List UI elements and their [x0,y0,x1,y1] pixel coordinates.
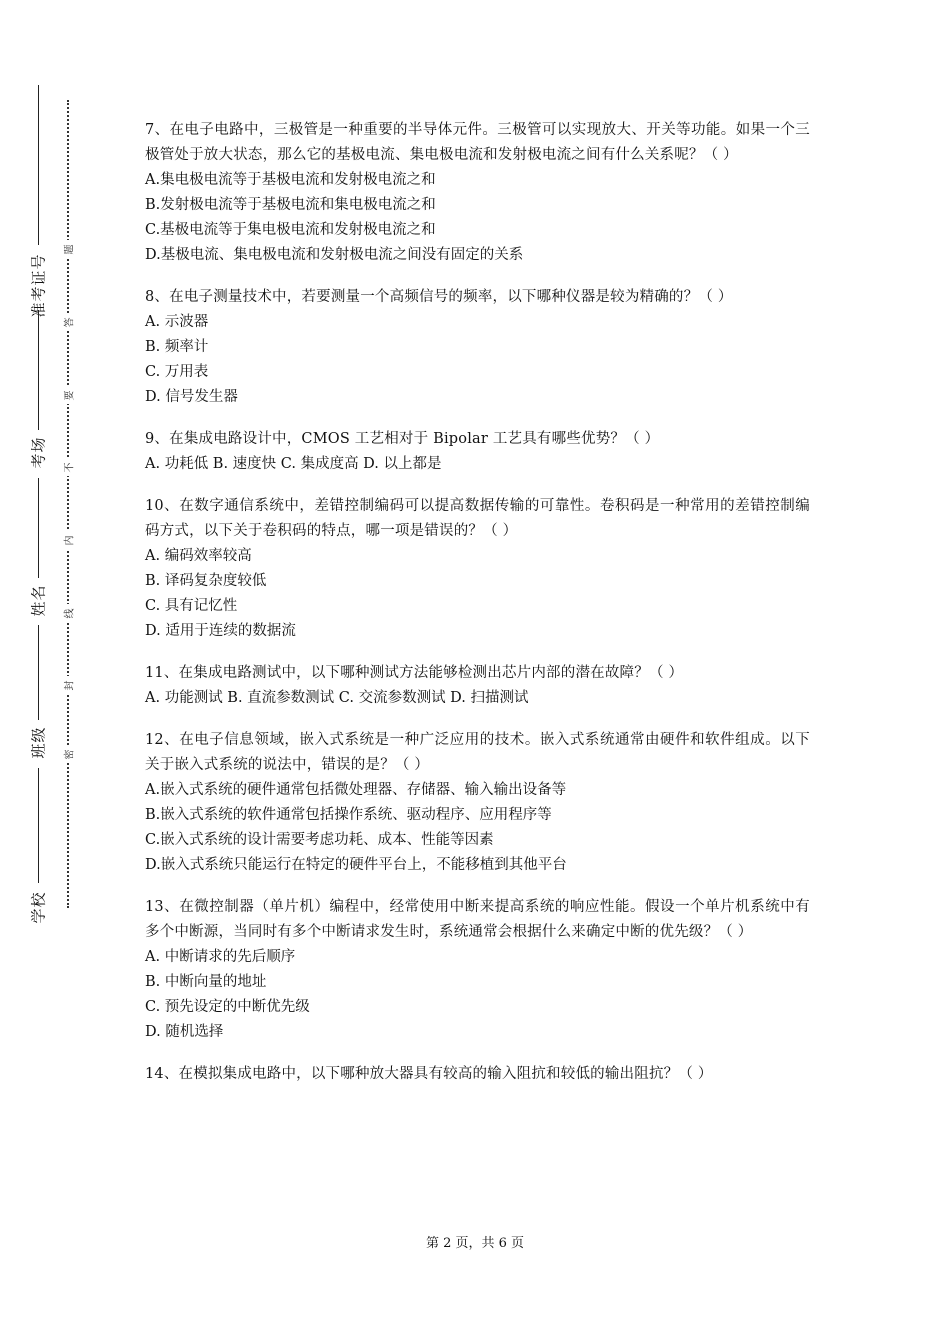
option-a: A. 示波器 [145,314,209,330]
option-line: A. 功耗低 B. 速度快 C. 集成度高 D. 以上都是 [145,456,442,472]
margin-line-4 [38,625,39,720]
question-12 [145,728,810,878]
option-b: B. 译码复杂度较低 [145,573,267,589]
question-stem: 12、在电子信息领域，嵌入式系统是一种广泛应用的技术。嵌入式系统通常由硬件和软件组成。以下关于嵌入式系统的说法中，错误的是？（ ） [145,732,810,773]
question-13 [145,895,810,1045]
page-footer [0,1232,950,1251]
option-a: A.嵌入式系统的硬件通常包括微处理器、存储器、输入输出设备等 [145,782,567,798]
question-14 [145,1062,810,1087]
question-9 [145,427,810,477]
margin-field-class: 班级 [29,725,48,759]
option-b: B.发射极电流等于基极电流和集电极电流之和 [145,197,436,213]
page-number: 第 2 页，共 6 页 [425,1236,525,1251]
question-stem: 9、在集成电路设计中，CMOS 工艺相对于 Bipolar 工艺具有哪些优势？（ ） [145,431,660,447]
option-a: A. 编码效率较高 [145,548,252,564]
seal-char: 线 [59,604,77,622]
option-b: B.嵌入式系统的软件通常包括操作系统、驱动程序、应用程序等 [145,807,552,823]
question-stem: 8、在电子测量技术中，若要测量一个高频信号的频率，以下哪种仪器是较为精确的？（ ） [145,289,733,305]
question-11 [145,661,810,711]
option-a: A. 中断请求的先后顺序 [145,949,296,965]
option-b: B. 中断向量的地址 [145,974,267,990]
question-stem: 13、在微控制器（单片机）编程中，经常使用中断来提高系统的响应性能。假设一个单片机系统中有多个中断源，当同时有多个中断请求发生时，系统通常会根据什么来确定中断的优先级？（ ） [145,899,810,940]
seal-char: 密 [59,745,77,763]
question-10 [145,494,810,644]
question-stem: 10、在数字通信系统中，差错控制编码可以提高数据传输的可靠性。卷积码是一种常用的差错控制编码方式，以下关于卷积码的特点，哪一项是错误的？（ ） [145,498,810,539]
seal-char: 答 [59,313,77,331]
seal-char: 封 [59,676,77,694]
margin-line-1 [38,85,39,245]
option-c: C.基极电流等于集电极电流和发射极电流之和 [145,222,436,238]
margin-field-school: 学校 [29,890,48,924]
option-a: A.集电极电流等于基极电流和发射极电流之和 [145,172,436,188]
option-c: C. 预先设定的中断优先级 [145,999,310,1015]
question-list [145,118,810,1104]
option-d: D. 随机选择 [145,1024,224,1040]
question-stem: 11、在集成电路测试中，以下哪种测试方法能够检测出芯片内部的潜在故障？（ ） [145,665,684,681]
margin-line-3 [38,478,39,578]
margin-line-5 [38,768,39,883]
margin-field-name: 姓名 [29,583,48,617]
question-stem: 7、在电子电路中，三极管是一种重要的半导体元件。三极管可以实现放大、开关等功能。如果一个三极管处于放大状态，那么它的基极电流、集电极电流和发射极电流之间有什么关系呢？（ ） [145,122,810,163]
option-d: D.嵌入式系统只能运行在特定的硬件平台上，不能移植到其他平台 [145,857,567,873]
option-d: D. 适用于连续的数据流 [145,623,296,639]
margin-field-exam-id: 准考证号 [29,252,48,318]
seal-char: 不 [59,458,77,476]
margin-field-exam-room: 考场 [29,435,48,469]
seal-dotted-line [67,100,69,908]
seal-char: 内 [59,531,77,549]
question-8 [145,285,810,410]
option-c: C. 万用表 [145,364,209,380]
question-7 [145,118,810,268]
question-stem: 14、在模拟集成电路中，以下哪种放大器具有较高的输入阻抗和较低的输出阻抗？（ ） [145,1066,713,1082]
margin-line-2 [38,310,39,430]
option-b: B. 频率计 [145,339,209,355]
option-line: A. 功能测试 B. 直流参数测试 C. 交流参数测试 D. 扫描测试 [145,690,529,706]
option-d: D.基极电流、集电极电流和发射极电流之间没有固定的关系 [145,247,524,263]
option-d: D. 信号发生器 [145,389,238,405]
seal-char: 要 [59,386,77,404]
seal-char: 题 [59,240,77,258]
option-c: C.嵌入式系统的设计需要考虑功耗、成本、性能等因素 [145,832,494,848]
option-c: C. 具有记忆性 [145,598,238,614]
